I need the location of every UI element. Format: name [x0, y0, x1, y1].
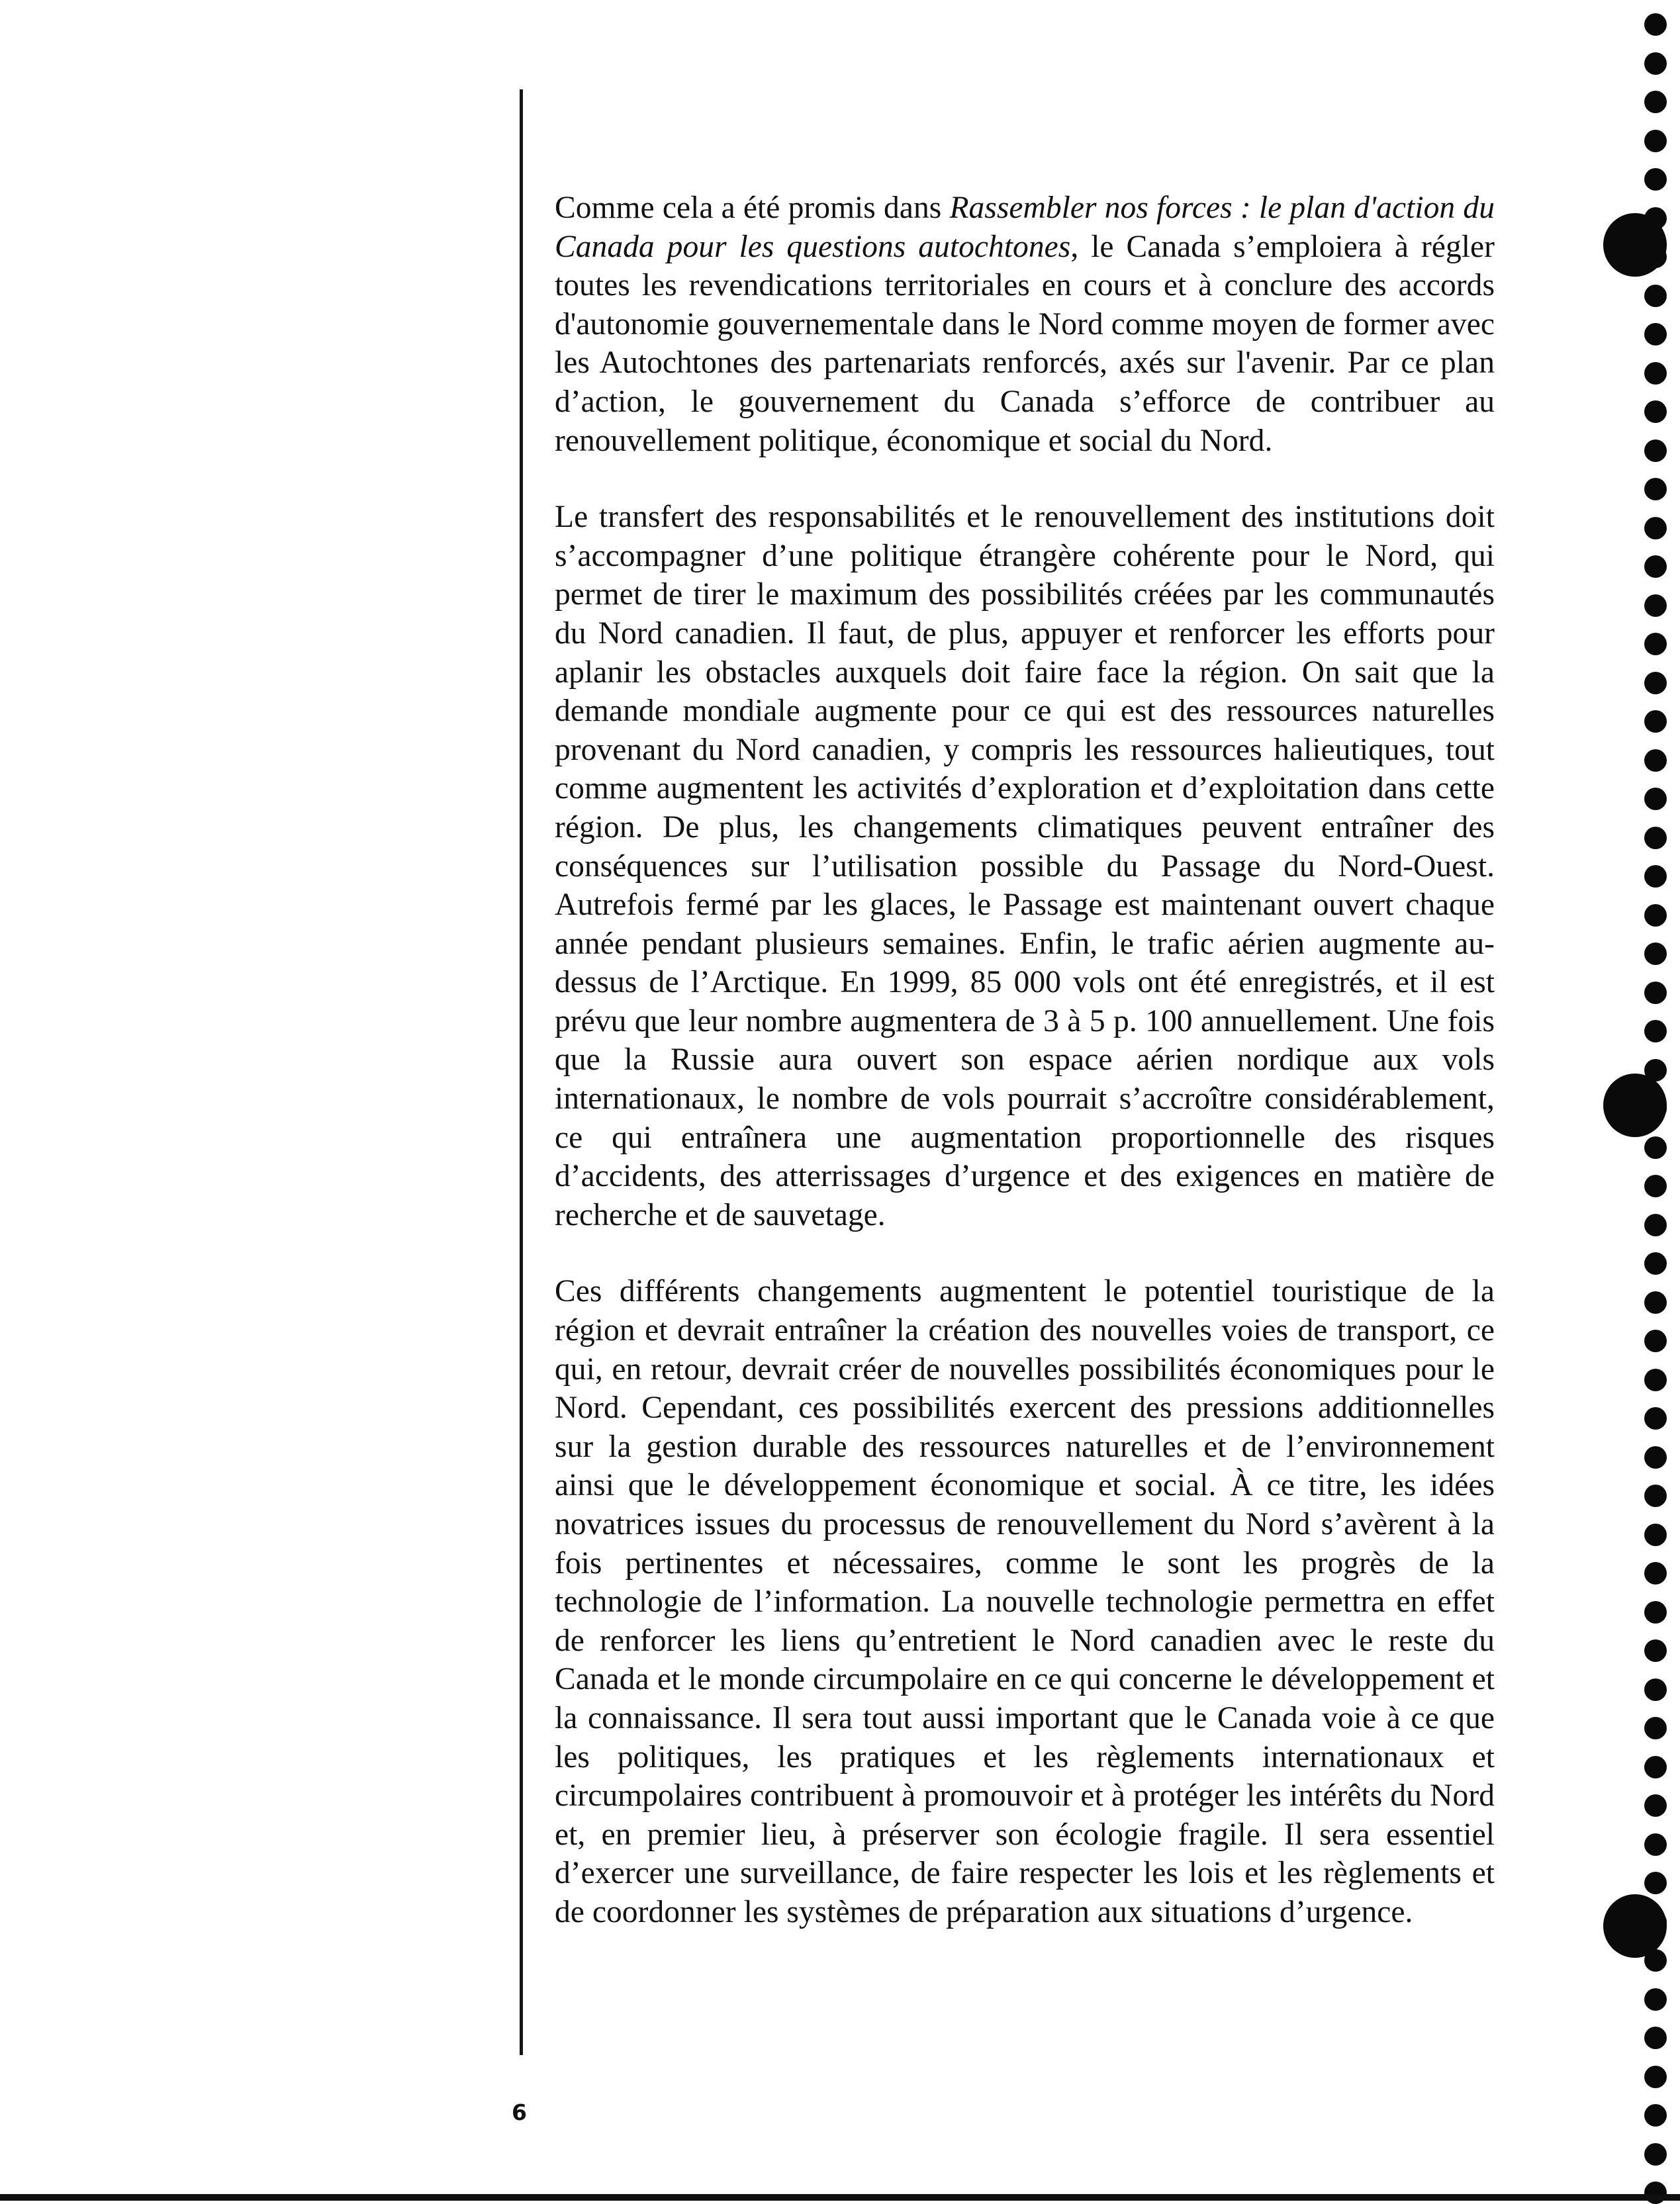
binding-hole	[1644, 1872, 1667, 1894]
binding-hole	[1644, 633, 1667, 655]
binding-hole	[1644, 1756, 1667, 1778]
publication-title: Rassembler nos forces : le plan d'action du Canada pour les questions autochtones	[555, 191, 1495, 264]
binding-hole	[1644, 400, 1667, 423]
binding-hole	[1644, 1136, 1667, 1159]
binding-hole	[1644, 1059, 1667, 1081]
binding-hole	[1644, 1601, 1667, 1624]
binding-hole	[1644, 323, 1667, 345]
body-text	[555, 189, 1495, 1970]
binding-hole	[1644, 904, 1667, 927]
binding-hole	[1644, 1485, 1667, 1507]
paragraph-3: Ces différents changements augmentent le potentiel touristique de la région et devrait entraîner la création des nouvelles voies de transport, ce qui, en retour, devrait créer de nouvelles possibilités économiques pour le Nord. Cependant, ces possibilités exercent des pressions additionnelles sur la gestion durable des ressources naturelles et de l’environnement ainsi que le développement économique et social. À ce titre, les idées novatrices issues du processus de renouvellement du Nord s’avèrent à la fois pertinentes et nécessaires, comme le sont les progrès de la technologie de l’information. La nouvelle technologie permettra en effet de renforcer les liens qu’entretient le Nord canadien avec le reste du Canada et le monde circumpolaire en ce qui concerne le développement et la connaissance. Il sera tout aussi important que le Canada voie à ce que les politiques, les pratiques et les règlements internationaux et circumpolaires contribuent à promouvoir et à protéger les intérêts du Nord et, en premier lieu, à préserver son écologie fragile. Il sera essentiel d’exercer une surveillance, de faire respecter les lois et les règlements et de coordonner les systèmes de préparation aux situations d’urgence.	[555, 1274, 1495, 1929]
binding-hole	[1644, 982, 1667, 1004]
binding-hole	[1644, 710, 1667, 733]
binding-hole	[1644, 749, 1667, 772]
binding-hole	[1644, 1794, 1667, 1817]
paragraph-1-lead: Comme cela a été promis dans	[555, 191, 950, 225]
binding-hole	[1644, 1949, 1667, 1972]
binding-hole	[1644, 130, 1667, 152]
binding-hole	[1644, 1524, 1667, 1546]
binding-hole	[1644, 207, 1667, 230]
bottom-edge-rule	[0, 2194, 1680, 2201]
paragraph-1	[555, 189, 1495, 460]
binding-hole	[1644, 52, 1667, 75]
binding-hole	[1644, 788, 1667, 810]
binding-hole	[1644, 517, 1667, 539]
binding-hole	[1644, 1639, 1667, 1662]
binding-hole	[1644, 1330, 1667, 1352]
binding-hole	[1644, 672, 1667, 694]
binding-hole	[1644, 2104, 1667, 2127]
binding-hole	[1644, 168, 1667, 191]
binding-hole	[1644, 827, 1667, 849]
binding-hole	[1644, 1678, 1667, 1701]
binding-hole	[1644, 1988, 1667, 2011]
binding-hole	[1644, 2027, 1667, 2049]
binding-hole	[1644, 1020, 1667, 1042]
binding-hole	[1644, 555, 1667, 578]
binding-hole	[1644, 1175, 1667, 1197]
binding-hole	[1644, 2143, 1667, 2166]
binding-hole	[1644, 865, 1667, 888]
binding-hole	[1644, 2066, 1667, 2088]
spiral-binding	[1635, 0, 1680, 2201]
binding-hole	[1644, 1911, 1667, 1933]
binding-hole	[1644, 285, 1667, 307]
binding-hole	[1644, 13, 1667, 36]
binding-hole	[1644, 91, 1667, 113]
binding-hole	[1644, 246, 1667, 268]
binding-hole	[1644, 362, 1667, 385]
binding-hole	[1644, 1252, 1667, 1275]
binding-hole	[1644, 1446, 1667, 1469]
binding-hole	[1644, 1369, 1667, 1391]
margin-rule	[520, 89, 523, 2055]
binding-hole	[1644, 1717, 1667, 1739]
binding-hole	[1644, 1214, 1667, 1236]
binding-hole	[1644, 478, 1667, 500]
binding-hole	[1644, 1407, 1667, 1430]
binding-hole	[1644, 594, 1667, 617]
binding-hole	[1644, 1291, 1667, 1314]
binding-hole	[1644, 942, 1667, 965]
binding-hole	[1644, 1562, 1667, 1584]
paragraph-2: Le transfert des responsabilités et le renouvellement des institutions doit s’accompagner d’une politique étrangère cohérente pour le Nord, qui permet de tirer le maximum des possibilités créées par les communautés du Nord canadien. Il faut, de plus, appuyer et renforcer les efforts pour aplanir les obstacles auxquels doit faire face la région. On sait que la demande mondiale augmente pour ce qui est des ressources naturelles provenant du Nord canadien, y compris les ressources halieutiques, tout comme augmentent les activités d’exploration et d’exploitation dans cette région. De plus, les changements climatiques peuvent entraîner des conséquences sur l’utilisation possible du Passage du Nord-Ouest. Autrefois fermé par les glaces, le Passage est maintenant ouvert chaque année pendant plusieurs semaines. Enfin, le trafic aérien augmente au-dessus de l’Arctique. En 1999, 85 000 vols ont été enregistrés, et il est prévu que leur nombre augmentera de 3 à 5 p. 100 annuellement. Une fois que la Russie aura ouvert son espace aérien nordique aux vols internationaux, le nombre de vols pourrait s’accroître considérablement, ce qui entraînera une augmentation proportionnelle des risques d’accidents, des atterrissages d’urgence et des exigences en matière de recherche et de sauvetage.	[555, 500, 1495, 1232]
page-number: 6	[512, 2099, 527, 2125]
paragraph-1-rest: , le Canada s’emploiera à régler toutes les revendications territoriales en cours et à conclure des accords d'autonomie gouvernementale dans le Nord comme moyen de former avec les Autochtones des partenariats renforcés, axés sur l'avenir. Par ce plan d’action, le gouvernement du Canada s’efforce de contribuer au renouvellement politique, économique et social du Nord.	[555, 229, 1495, 458]
binding-hole	[1644, 439, 1667, 462]
binding-hole	[1644, 1097, 1667, 1120]
binding-hole	[1644, 1833, 1667, 1856]
